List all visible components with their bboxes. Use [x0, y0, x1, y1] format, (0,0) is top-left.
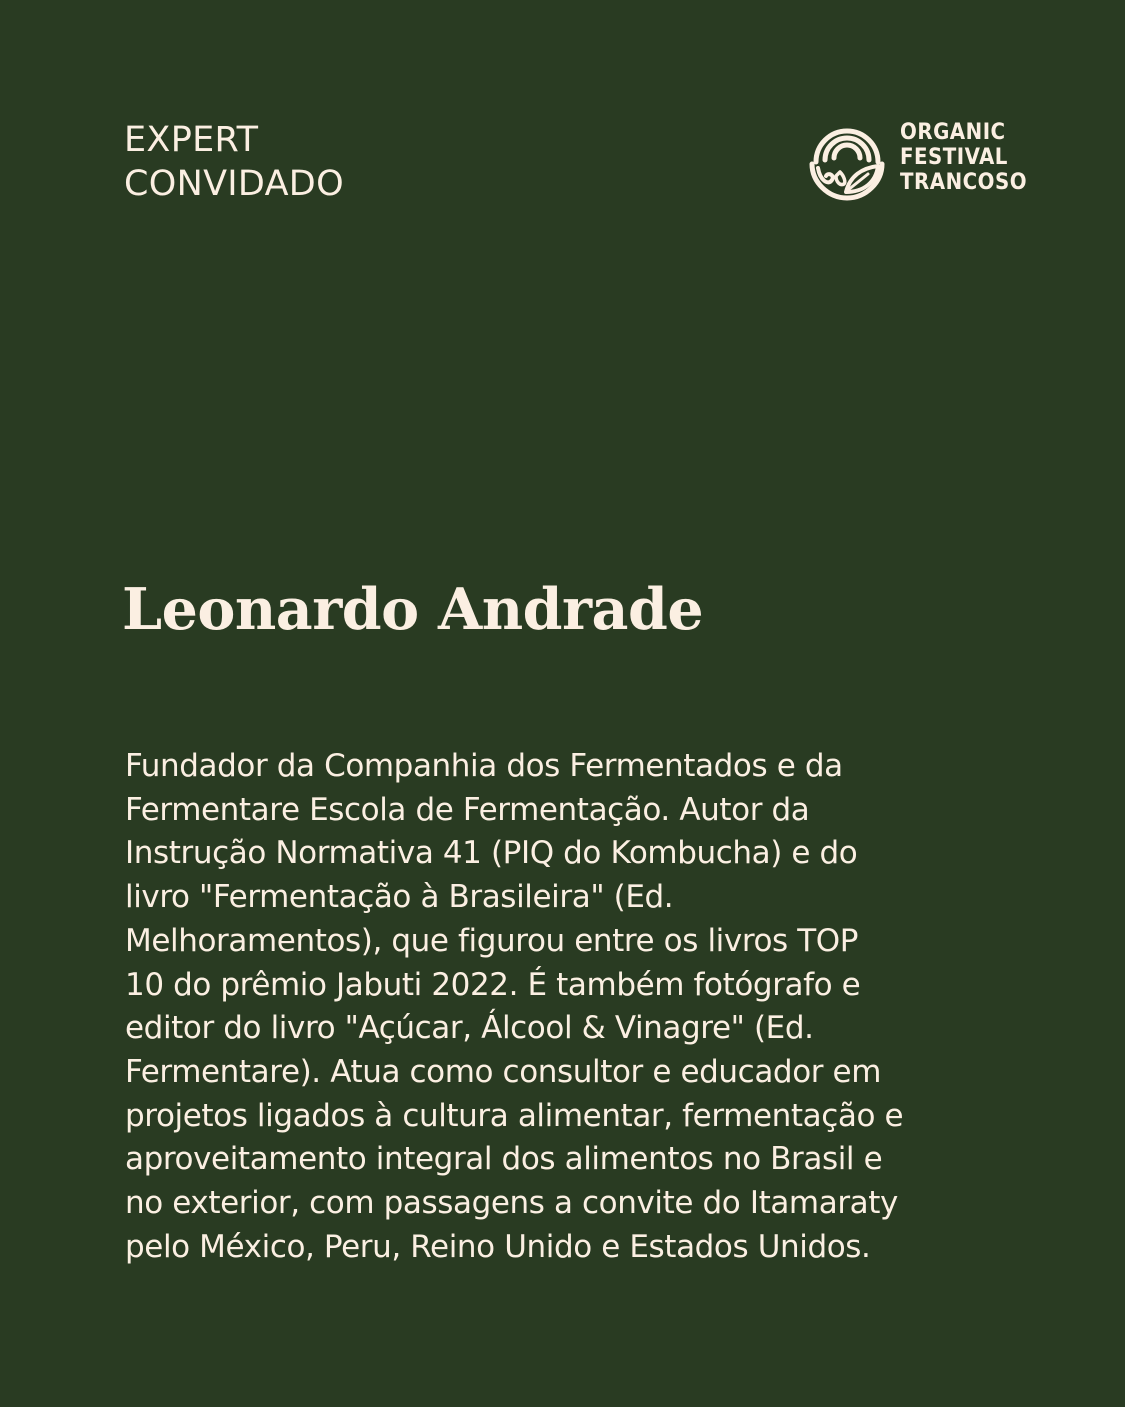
- bio-line: aproveitamento integral dos alimentos no Brasil e: [125, 1141, 883, 1178]
- logo-word: ORGANIC: [900, 120, 1006, 145]
- logo-word: FESTIVAL: [900, 145, 1008, 170]
- logo-word: TRANCOSO: [900, 170, 1028, 195]
- eyebrow-line: CONVIDADO: [124, 164, 344, 204]
- bio-line: no exterior, com passagens a convite do Itamaraty: [125, 1185, 898, 1222]
- logo-wordmark: [900, 120, 1028, 195]
- bio-line: projetos ligados à cultura alimentar, fermentação e: [125, 1097, 904, 1134]
- expert-name: Leonardo Andrade: [122, 576, 704, 643]
- bio-line: Instrução Normativa 41 (PIQ do Kombucha) e do: [125, 835, 858, 872]
- bio-line: pelo México, Peru, Reino Unido e Estados Unidos.: [125, 1228, 871, 1265]
- bio-line: Fermentare Escola de Fermentação. Autor da: [125, 791, 810, 828]
- bio-line: Fundador da Companhia dos Fermentados e da: [125, 748, 843, 784]
- bio-line: 10 do prêmio Jabuti 2022. É também fotógrafo e: [125, 966, 861, 1003]
- bio-line: Melhoramentos), que figurou entre os livros TOP: [125, 922, 859, 959]
- organic-festival-logo: [806, 118, 1028, 204]
- bio-line: livro "Fermentação à Brasileira" (Ed.: [125, 879, 674, 916]
- expert-bio: [125, 745, 955, 1269]
- organic-festival-leaf-rainbow-icon: [806, 120, 888, 202]
- eyebrow-line: EXPERT: [124, 120, 259, 160]
- bio-line: Fermentare). Atua como consultor e educador em: [125, 1053, 882, 1090]
- bio-line: editor do livro "Açúcar, Álcool & Vinagre" (Ed.: [125, 1010, 814, 1047]
- eyebrow-label: [124, 118, 344, 206]
